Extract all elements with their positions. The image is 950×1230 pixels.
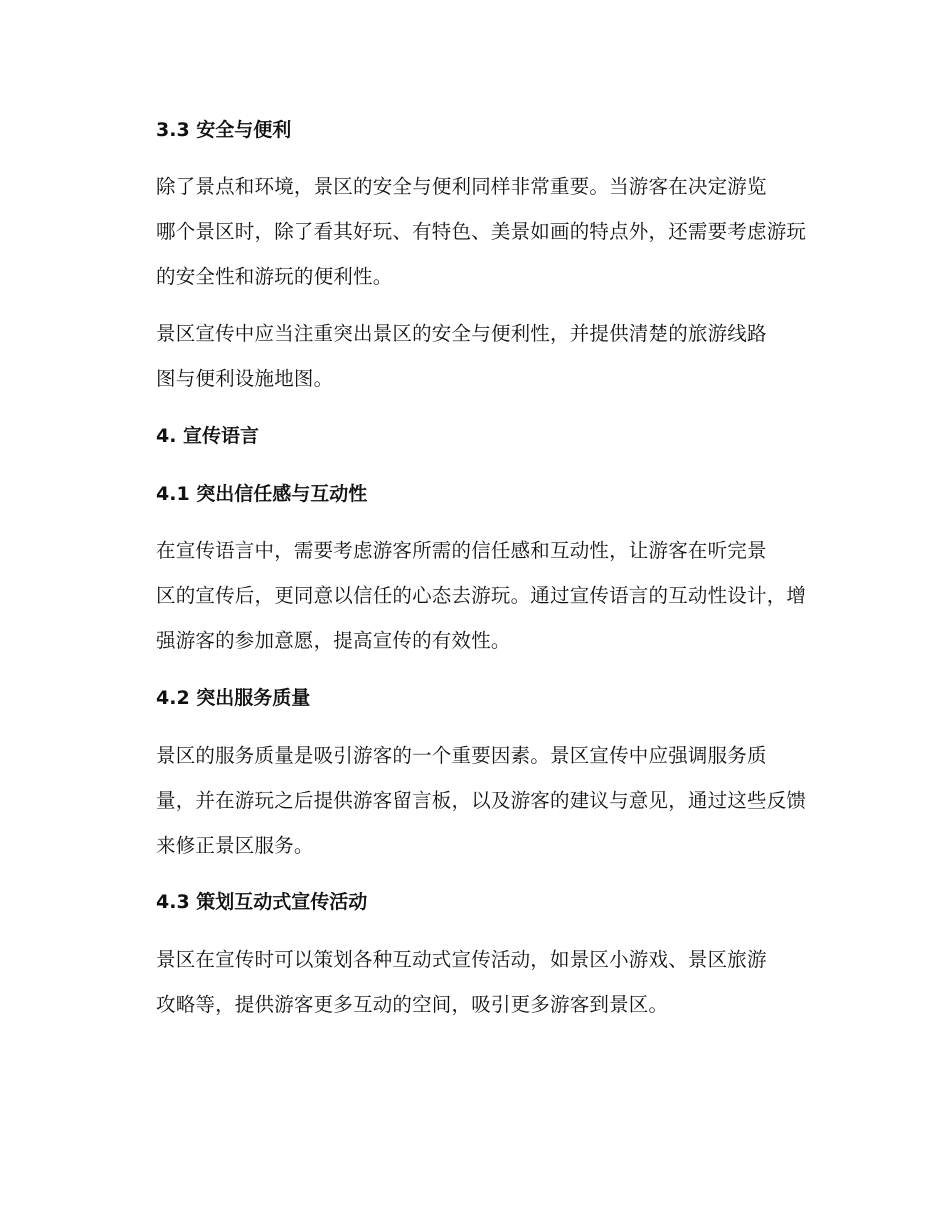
section-heading-4-1: 4.1 突出信任感与互动性 [156, 483, 368, 505]
paragraph-4-3 [113, 937, 833, 1027]
paragraph-3-3-a [113, 164, 833, 299]
paragraph-line: 景区宣传中应当注重突出景区的安全与便利性，并提供清楚的旅游线路 [156, 322, 767, 345]
paragraph-line: 来修正景区服务。 [156, 834, 314, 857]
paragraph-line: 强游客的参加意愿，提高宣传的有效性。 [156, 629, 511, 652]
section-heading-3-3: 3.3 安全与便利 [156, 119, 292, 141]
paragraph-line: 图与便利设施地图。 [156, 367, 334, 390]
paragraph-line: 的安全性和游玩的便利性。 [156, 265, 393, 288]
section-heading-4: 4. 宣传语言 [156, 425, 260, 447]
paragraph-line: 除了景点和环境，景区的安全与便利同样非常重要。当游客在决定游览 [156, 175, 767, 198]
paragraph-line: 在宣传语言中，需要考虑游客所需的信任感和互动性，让游客在听完景 [156, 539, 767, 562]
paragraph-line: 量，并在游玩之后提供游客留言板，以及游客的建议与意见，通过这些反馈 [156, 789, 807, 812]
paragraph-3-3-b [113, 311, 833, 401]
paragraph-line: 区的宣传后，更同意以信任的心态去游玩。通过宣传语言的互动性设计，增 [156, 584, 807, 607]
section-heading-4-3: 4.3 策划互动式宣传活动 [156, 891, 368, 913]
section-heading-4-2: 4.2 突出服务质量 [156, 687, 311, 709]
paragraph-line: 哪个景区时，除了看其好玩、有特色、美景如画的特点外，还需要考虑游玩 [156, 220, 807, 243]
paragraph-line: 景区的服务质量是吸引游客的一个重要因素。景区宣传中应强调服务质 [156, 744, 767, 767]
paragraph-4-1 [113, 528, 833, 663]
paragraph-4-2 [113, 733, 833, 868]
paragraph-line: 攻略等，提供游客更多互动的空间，吸引更多游客到景区。 [156, 993, 669, 1016]
paragraph-line: 景区在宣传时可以策划各种互动式宣传活动，如景区小游戏、景区旅游 [156, 948, 767, 971]
